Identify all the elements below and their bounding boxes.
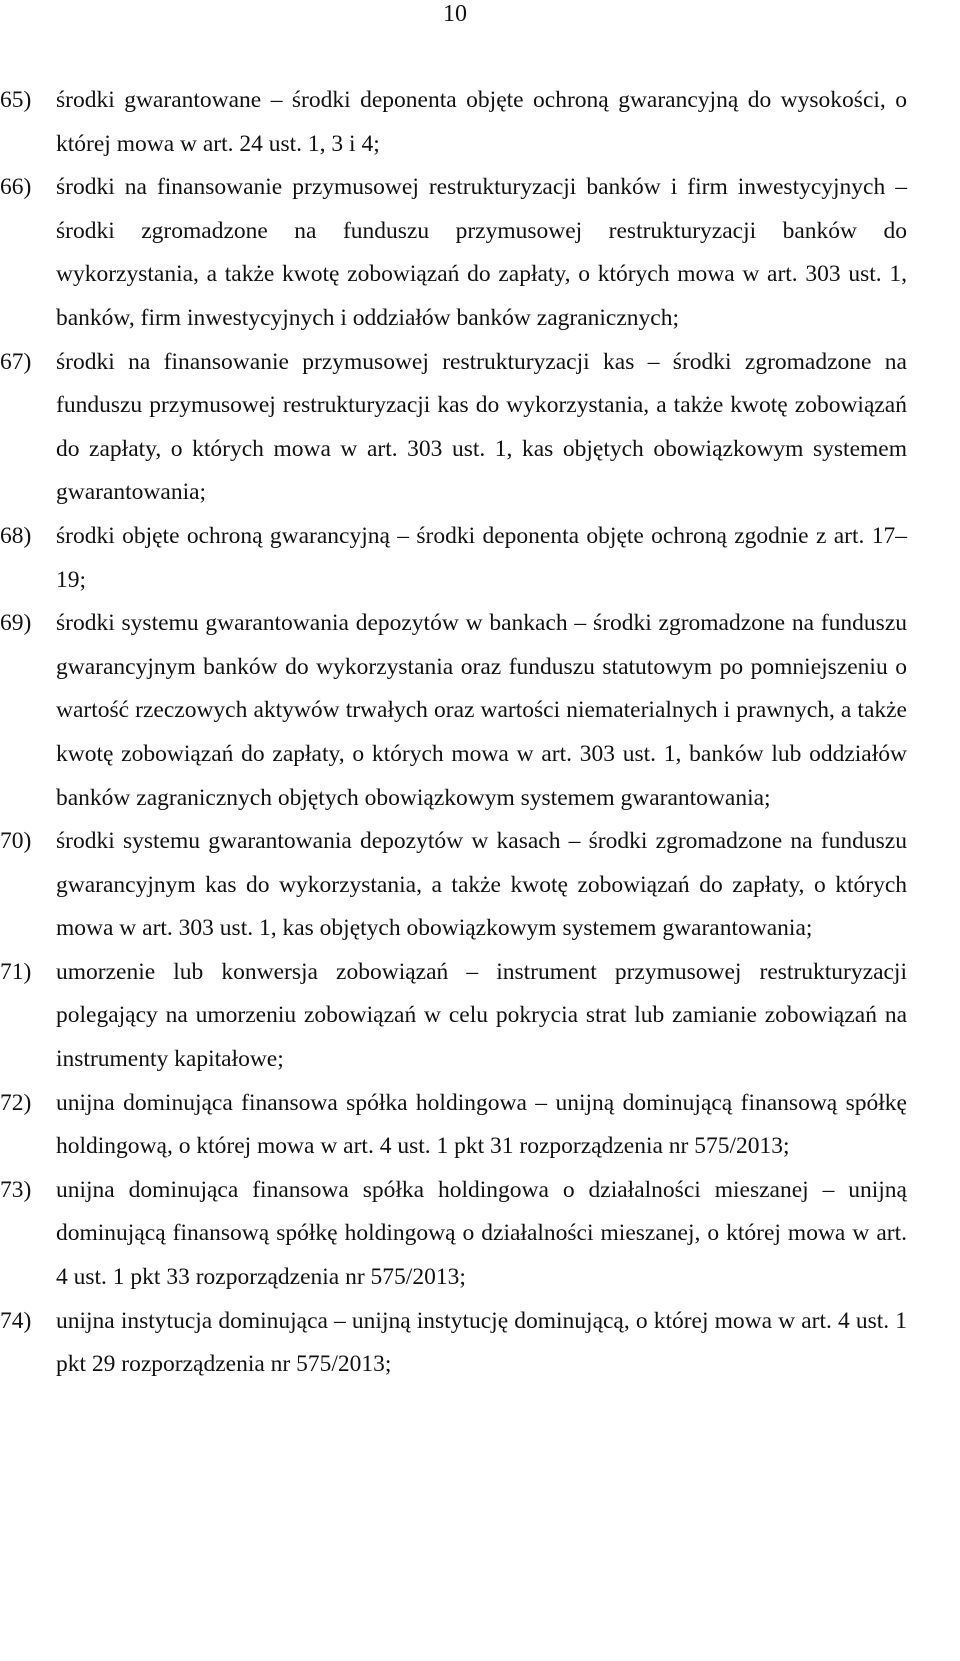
definitions-list: [0, 79, 907, 1387]
list-item: [0, 341, 907, 515]
item-text: unijna dominująca finansowa spółka holdingowa – unijną dominującą finansową spółkę holdingową, o której mowa w art. 4 ust. 1 pkt 31 rozporządzenia nr 575/2013;: [56, 1089, 907, 1160]
list-item: [0, 1082, 907, 1169]
item-number: 66): [0, 174, 32, 201]
item-number: 72): [0, 1089, 32, 1116]
item-text: środki na finansowanie przymusowej restrukturyzacji kas – środki zgromadzone na funduszu przymusowej restrukturyzacji kas do wykorzystania, a także kwotę zobowiązań do zapłaty, o których mowa w art. 303 ust. 1, kas objętych obowiązkowym systemem gwarantowania;: [56, 348, 907, 506]
list-item: [0, 820, 907, 951]
item-text: środki gwarantowane – środki deponenta objęte ochroną gwarancyjną do wysokości, o której mowa w art. 24 ust. 1, 3 i 4;: [56, 87, 907, 157]
list-item: [0, 1169, 907, 1300]
item-number: 68): [0, 522, 32, 549]
item-number: 70): [0, 828, 32, 855]
item-number: 69): [0, 610, 32, 637]
list-item: [0, 1300, 907, 1387]
item-text: środki systemu gwarantowania depozytów w kasach – środki zgromadzone na funduszu gwarancyjnym kas do wykorzystania, a także kwotę zobowiązań do zapłaty, o których mowa w art. 303 ust. 1, kas objętych obowiązkowym systemem gwarantowania;: [56, 828, 907, 942]
list-item: [0, 602, 907, 820]
item-text: unijna dominująca finansowa spółka holdingowa o działalności mieszanej – unijną dominującą finansową spółkę holdingową o działalności mieszanej, o której mowa w art. 4 ust. 1 pkt 33 rozporządzenia nr 575/2013;: [56, 1176, 907, 1291]
list-item: [0, 79, 907, 166]
item-text: umorzenie lub konwersja zobowiązań – instrument przymusowej restrukturyzacji polegający na umorzeniu zobowiązań w celu pokrycia strat lub zamianie zobowiązań na instrumenty kapitałowe;: [56, 958, 907, 1073]
page-number: 10: [443, 1, 467, 27]
item-number: 65): [0, 87, 32, 113]
item-number: 74): [0, 1307, 32, 1334]
item-text: środki systemu gwarantowania depozytów w bankach – środki zgromadzone na funduszu gwarancyjnym banków do wykorzystania oraz funduszu statutowym po pomniejszeniu o wartość rzeczowych aktywów trwałych oraz wartości niematerialnych i prawnych, a także kwotę zobowiązań do zapłaty, o których mowa w art. 303 ust. 1, banków lub oddziałów banków zagranicznych objętych obowiązkowym systemem gwarantowania;: [56, 610, 907, 811]
item-number: 67): [0, 348, 32, 375]
item-number: 71): [0, 958, 32, 985]
item-text: unijna instytucja dominująca – unijną instytucję dominującą, o której mowa w art. 4 ust. 1 pkt 29 rozporządzenia nr 575/2013;: [56, 1307, 907, 1378]
item-number: 73): [0, 1176, 32, 1203]
list-item: [0, 951, 907, 1082]
list-item: [0, 166, 907, 340]
item-text: środki na finansowanie przymusowej restrukturyzacji banków i firm inwestycyjnych – środki zgromadzone na funduszu przymusowej restrukturyzacji banków do wykorzystania, a także kwotę zobowiązań do zapłaty, o których mowa w art. 303 ust. 1, banków, firm inwestycyjnych i oddziałów banków zagranicznych;: [56, 174, 907, 331]
list-item: [0, 515, 907, 602]
item-text: środki objęte ochroną gwarancyjną – środki deponenta objęte ochroną zgodnie z art. 17–19;: [56, 522, 907, 593]
